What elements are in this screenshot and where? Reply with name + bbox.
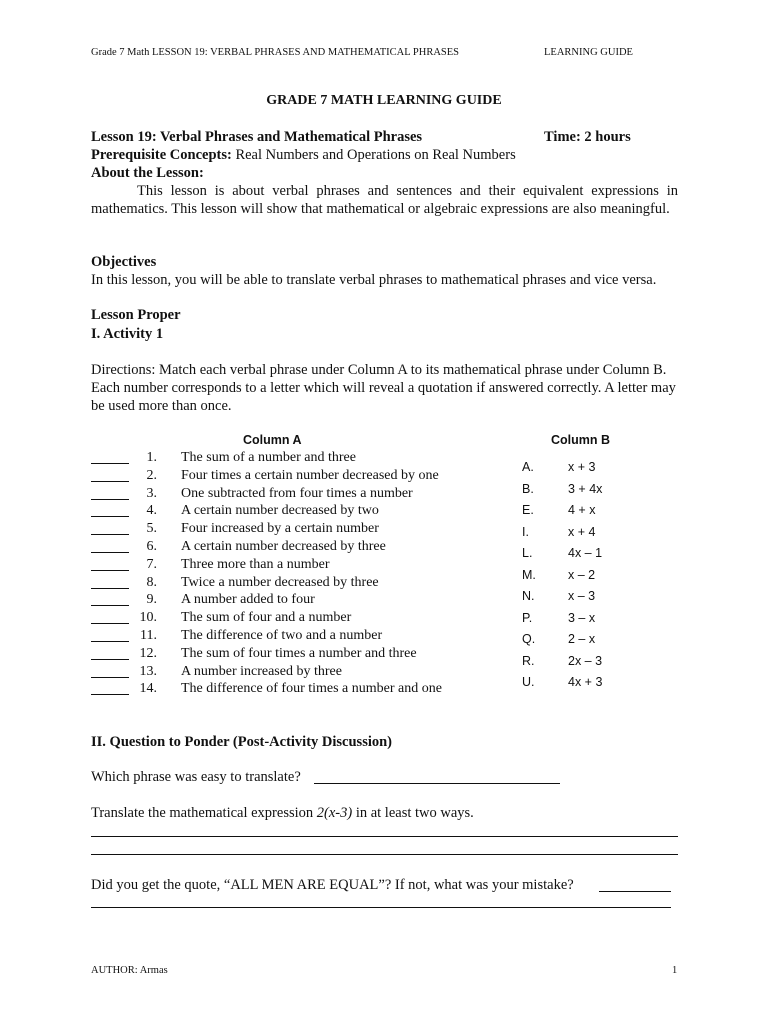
item-letter: Q. [522, 632, 536, 646]
about-paragraph: This lesson is about verbal phrases and sentences and their equivalent expressions in mathematics. This lesson will show that mathematical or algebraic expressions are also meaningful. [91, 183, 678, 217]
verbal-phrase: A certain number decreased by two [181, 503, 379, 519]
answer-blank[interactable] [91, 592, 129, 606]
math-expression: x + 3 [568, 460, 596, 474]
item-letter: R. [522, 653, 535, 668]
verbal-phrase: A number added to four [181, 592, 315, 608]
answer-blank[interactable] [91, 539, 129, 553]
directions-paragraph: Directions: Match each verbal phrase under Column A to its mathematical phrase under Column B. Each number corresponds to a letter which will reveal a quotation if answered correctly. A letter may be used more than once. [91, 362, 676, 414]
item-letter: M. [522, 567, 536, 582]
verbal-phrase: Four times a certain number decreased by one [181, 467, 439, 483]
answer-line-3b[interactable] [91, 907, 671, 908]
math-expression: 2x – 3 [568, 653, 603, 668]
item-letter: N. [522, 589, 535, 603]
question-2-expression: 2(x-3) [316, 805, 353, 821]
lesson-time: Time: 2 hours [544, 129, 631, 145]
item-number: 8. [146, 574, 157, 590]
item-number: 9. [146, 592, 157, 608]
item-number: 2. [146, 467, 157, 483]
math-expression: 2 – x [568, 632, 596, 646]
footer-author: AUTHOR: Armas [91, 965, 168, 976]
verbal-phrase: The difference of four times a number and one [181, 681, 442, 697]
question-2-before: Translate the mathematical expression [91, 805, 314, 821]
verbal-phrase: A certain number decreased by three [181, 539, 386, 554]
answer-blank[interactable] [91, 646, 129, 660]
prerequisite-text: Real Numbers and Operations on Real Numbers [235, 147, 516, 163]
item-number: 7. [146, 556, 157, 572]
answer-blank[interactable] [91, 575, 129, 589]
prerequisite-label: Prerequisite Concepts: [91, 147, 232, 163]
item-letter: L. [522, 546, 533, 560]
ponder-label: II. Question to Ponder (Post-Activity Discussion) [91, 734, 393, 750]
objectives-text: In this lesson, you will be able to translate verbal phrases to mathematical phrases and vice versa. [91, 272, 657, 288]
answer-line-2b[interactable] [91, 854, 678, 855]
verbal-phrase: Twice a number decreased by three [181, 574, 379, 590]
math-expression: x – 2 [568, 567, 596, 582]
item-number: 10. [139, 610, 157, 626]
item-letter: U. [522, 675, 535, 689]
verbal-phrase: One subtracted from four times a number [181, 485, 413, 501]
answer-blank[interactable] [91, 503, 129, 517]
question-2 [91, 805, 474, 822]
header-lesson-title: Grade 7 Math LESSON 19: VERBAL PHRASES AND MATHEMATICAL PHRASES [91, 47, 460, 58]
question-1: Which phrase was easy to translate? [91, 769, 301, 785]
page-number: 1 [672, 965, 678, 976]
math-expression: 4 + x [568, 503, 596, 517]
item-number: 14. [139, 681, 157, 697]
item-number: 11. [140, 628, 157, 643]
item-number: 4. [146, 503, 157, 519]
question-2-after: in at least two ways. [355, 805, 474, 821]
math-expression: x + 4 [568, 524, 596, 539]
verbal-phrase: A number increased by three [181, 663, 342, 679]
math-expression: 4x + 3 [568, 675, 603, 689]
verbal-phrase: The sum of four times a number and three [181, 645, 417, 661]
verbal-phrase: The sum of a number and three [181, 450, 356, 465]
verbal-phrase: Three more than a number [181, 556, 330, 572]
verbal-phrase: Four increased by a certain number [181, 521, 379, 537]
verbal-phrase: The difference of two and a number [181, 628, 383, 643]
question-3: Did you get the quote, “ALL MEN ARE EQUAL”? If not, what was your mistake? [91, 877, 574, 893]
answer-blank[interactable] [91, 468, 129, 482]
column-a-header: Column A [243, 433, 302, 447]
answer-line-2a[interactable] [91, 836, 678, 837]
item-letter: P. [522, 610, 533, 625]
prerequisite-line [91, 147, 516, 164]
activity-label: I. Activity 1 [91, 326, 164, 342]
item-number: 6. [146, 539, 157, 554]
item-number: 5. [146, 521, 157, 537]
item-number: 12. [139, 645, 157, 661]
math-expression: 4x – 1 [568, 546, 603, 560]
column-b-header: Column B [551, 433, 611, 447]
about-label: About the Lesson: [91, 165, 204, 181]
answer-blank[interactable] [91, 557, 129, 571]
page-title: GRADE 7 MATH LEARNING GUIDE [266, 93, 502, 108]
math-expression: x – 3 [568, 589, 596, 603]
objectives-label: Objectives [91, 254, 157, 270]
answer-blank[interactable] [91, 664, 129, 678]
answer-line-3a[interactable] [599, 891, 671, 892]
answer-blank[interactable] [91, 610, 129, 624]
item-number: 1. [146, 450, 157, 465]
answer-line-1[interactable] [314, 783, 560, 784]
lesson-label: Lesson 19: Verbal Phrases and Mathematical Phrases [91, 129, 423, 145]
answer-blank[interactable] [91, 628, 129, 642]
verbal-phrase: The sum of four and a number [181, 610, 352, 626]
header-learning-guide: LEARNING GUIDE [544, 47, 633, 58]
item-number: 13. [139, 663, 157, 679]
math-expression: 3 + 4x [568, 481, 603, 496]
item-letter: E. [522, 503, 534, 517]
answer-blank[interactable] [91, 681, 129, 695]
answer-blank[interactable] [91, 450, 129, 464]
item-letter: B. [522, 481, 534, 496]
lesson-proper-label: Lesson Proper [91, 307, 181, 323]
item-number: 3. [146, 485, 157, 501]
math-expression: 3 – x [568, 610, 596, 625]
answer-blank[interactable] [91, 521, 129, 535]
answer-blank[interactable] [91, 486, 129, 500]
item-letter: A. [522, 460, 534, 474]
item-letter: I. [522, 524, 529, 539]
